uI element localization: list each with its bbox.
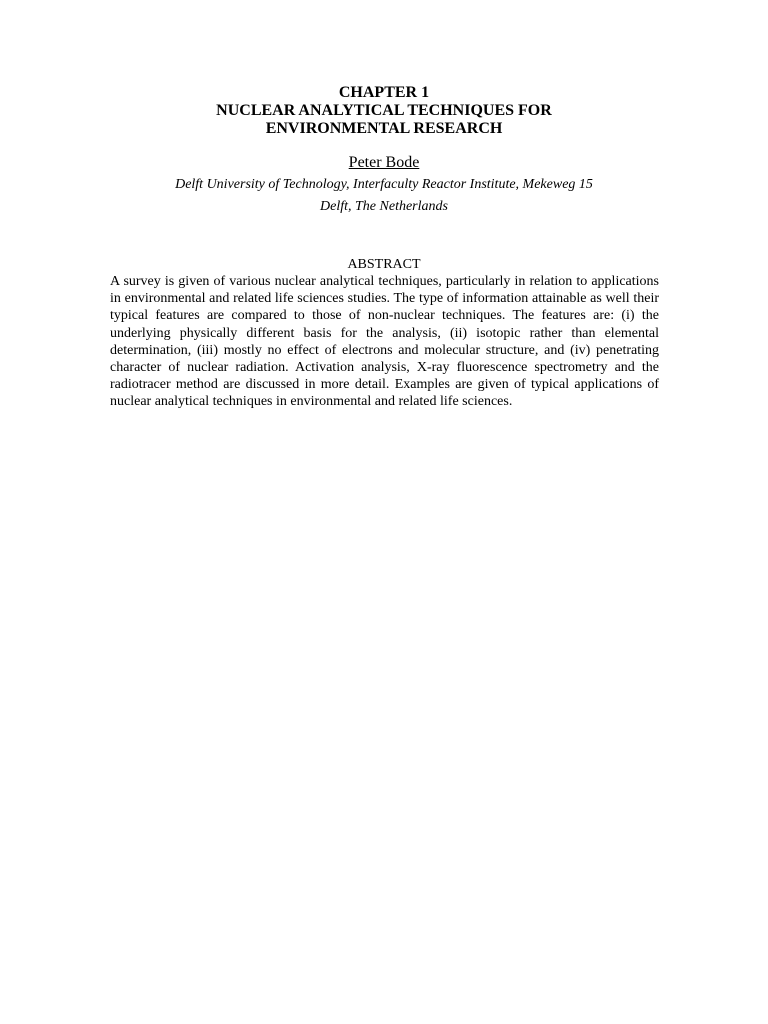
author-name: Peter Bode [348,154,420,171]
chapter-title-line-2: ENVIRONMENTAL RESEARCH [265,120,503,137]
abstract-heading: ABSTRACT [347,257,421,272]
affiliation-line-1: Delft University of Technology, Interfaculty Reactor Institute, Mekeweg 15 [175,177,593,192]
abstract-body: A survey is given of various nuclear analytical techniques, particularly in relation to applications in environmental and related life sciences studies. The type of information attainable as well their typical features are compared to those of non-nuclear techniques. The features are: (i) the underlying physically different basis for the analysis, (ii) isotopic rather than elemental determination, (iii) mostly no effect of electrons and molecular structure, and (iv) penetrating character of nuclear radiation. Activation analysis, X-ray fluorescence spectrometry and the radiotracer method are discussed in more detail. Examples are given of typical applications of nuclear analytical techniques in environmental and related life sciences. [110,274,659,410]
chapter-label: CHAPTER 1 [338,84,430,101]
affiliation-line-2: Delft, The Netherlands [320,199,448,214]
chapter-header [0,84,768,216]
chapter-title-line-1: NUCLEAR ANALYTICAL TECHNIQUES FOR [216,102,552,119]
